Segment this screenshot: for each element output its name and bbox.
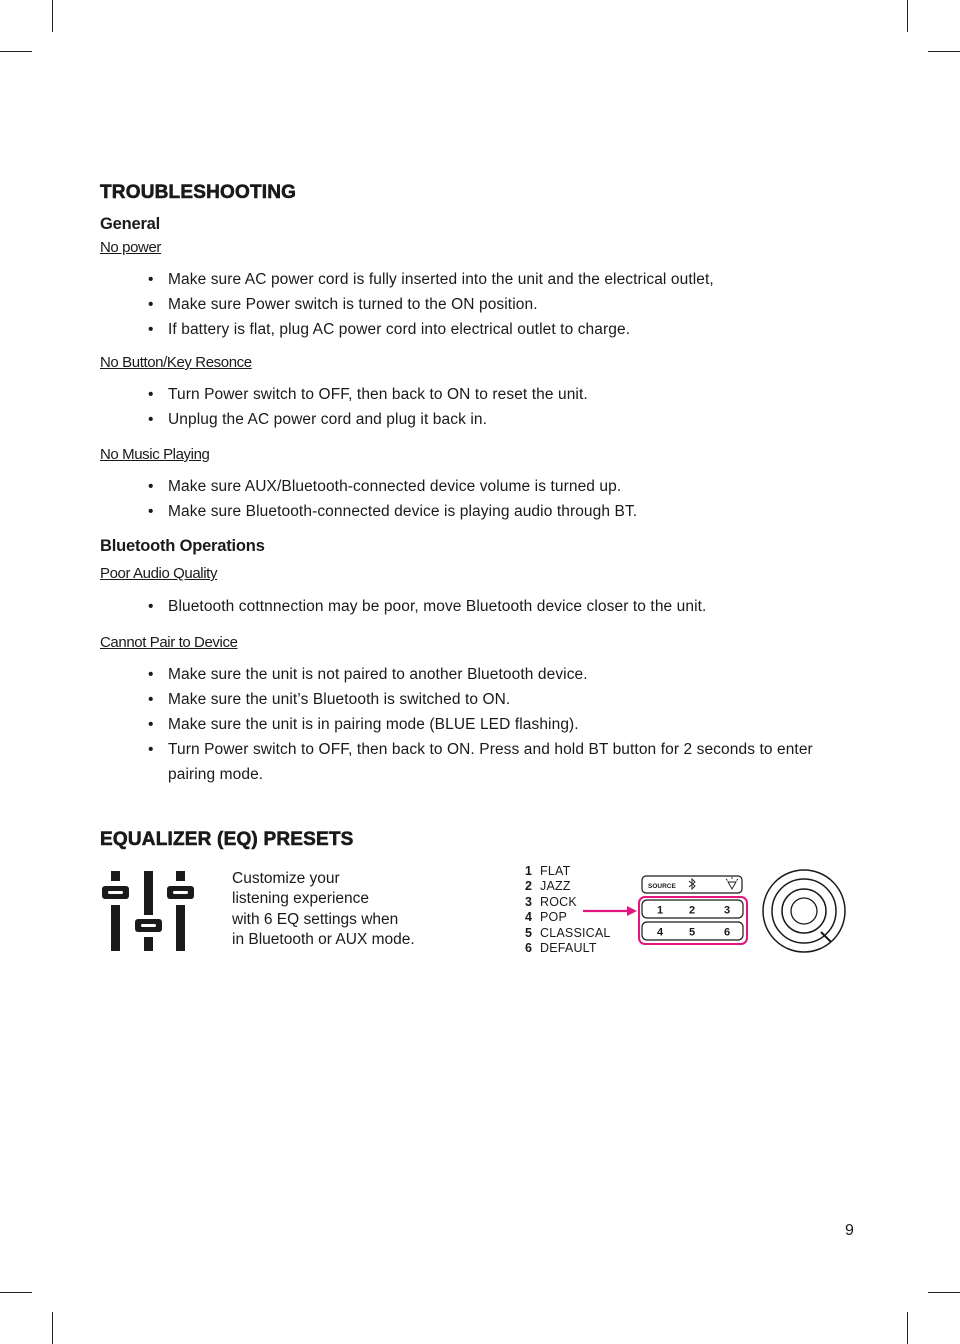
list-item: • If battery is flat, plug AC power cord into electrical outlet to charge.	[148, 317, 848, 342]
list-item: • Make sure AC power cord is fully inserted into the unit and the electrical outlet,	[148, 267, 848, 292]
list-item: • Bluetooth cottnnection may be poor, move Bluetooth device closer to the unit.	[148, 594, 848, 619]
equalizer-title: EQUALIZER (EQ) PRESETS	[100, 829, 354, 850]
poor-audio-subheading: Poor Audio Quality	[100, 565, 218, 582]
crop-mark	[0, 1292, 32, 1293]
preset-number: 5	[525, 925, 533, 940]
list-item: • Unplug the AC power cord and plug it back in.	[148, 407, 848, 432]
eq-description-line: with 6 EQ settings when	[232, 910, 399, 928]
volume-knob-icon	[763, 870, 845, 952]
control-panel-diagram	[575, 862, 850, 957]
no-button-list	[148, 382, 848, 432]
list-item: • Make sure AUX/Bluetooth-connected device volume is turned up.	[148, 474, 848, 499]
no-power-subheading: No power	[100, 239, 161, 256]
preset-button-4: 4	[656, 926, 664, 939]
arrow-head	[627, 906, 637, 916]
list-item: • Turn Power switch to OFF, then back to ON to reset the unit.	[148, 382, 848, 407]
preset-number: 6	[525, 941, 533, 956]
preset-name: CLASSICAL	[540, 925, 611, 940]
eq-description-line: in Bluetooth or AUX mode.	[232, 930, 415, 948]
preset-button-6: 6	[723, 926, 731, 939]
page-number: 9	[845, 1222, 854, 1239]
bluetooth-heading: Bluetooth Operations	[100, 537, 265, 555]
poor-audio-list	[148, 594, 848, 619]
eq-description-line: listening experience	[232, 890, 370, 908]
crop-mark	[907, 0, 908, 32]
crop-mark	[907, 1312, 908, 1344]
preset-name: FLAT	[540, 864, 571, 878]
preset-button-5: 5	[688, 926, 696, 939]
preset-button-2: 2	[688, 904, 696, 917]
crop-mark	[52, 1312, 53, 1344]
crop-mark	[52, 0, 53, 32]
preset-number: 4	[525, 910, 533, 925]
cannot-pair-list	[148, 662, 848, 787]
cannot-pair-subheading: Cannot Pair to Device	[100, 634, 238, 651]
list-item: • Make sure the unit is not paired to another Bluetooth device.	[148, 662, 848, 687]
preset-number: 1	[525, 864, 533, 878]
preset-number: 2	[525, 879, 533, 894]
crop-mark	[0, 51, 32, 52]
preset-name: ROCK	[540, 894, 577, 909]
preset-number: 3	[525, 894, 533, 909]
preset-name: POP	[540, 910, 567, 925]
list-item: • Make sure the unit’s Bluetooth is switched to ON.	[148, 687, 848, 712]
crop-mark	[928, 51, 960, 52]
crop-mark	[928, 1292, 960, 1293]
list-item: • Make sure the unit is in pairing mode (BLUE LED flashing).	[148, 712, 848, 737]
troubleshooting-title: TROUBLESHOOTING	[100, 182, 297, 203]
list-item: • Make sure Power switch is turned to the ON position.	[148, 292, 848, 317]
no-music-list	[148, 474, 848, 524]
list-item: • Make sure Bluetooth-connected device is playing audio through BT.	[148, 499, 848, 524]
list-item: • Turn Power switch to OFF, then back to ON. Press and hold BT button for 2 seconds to enter pairing mode.	[148, 737, 848, 787]
preset-button-1: 1	[656, 904, 664, 917]
no-button-subheading: No Button/Key Resonce	[100, 354, 252, 371]
preset-button-3: 3	[723, 904, 731, 917]
eq-description-line: Customize your	[232, 870, 340, 887]
source-label: SOURCE	[648, 883, 676, 890]
sliders-icon	[100, 868, 200, 954]
general-heading: General	[100, 215, 161, 233]
preset-name: JAZZ	[540, 879, 571, 894]
no-power-list	[148, 267, 848, 342]
eq-description	[232, 869, 472, 950]
preset-name: DEFAULT	[540, 941, 597, 956]
no-music-subheading: No Music Playing	[100, 446, 210, 463]
